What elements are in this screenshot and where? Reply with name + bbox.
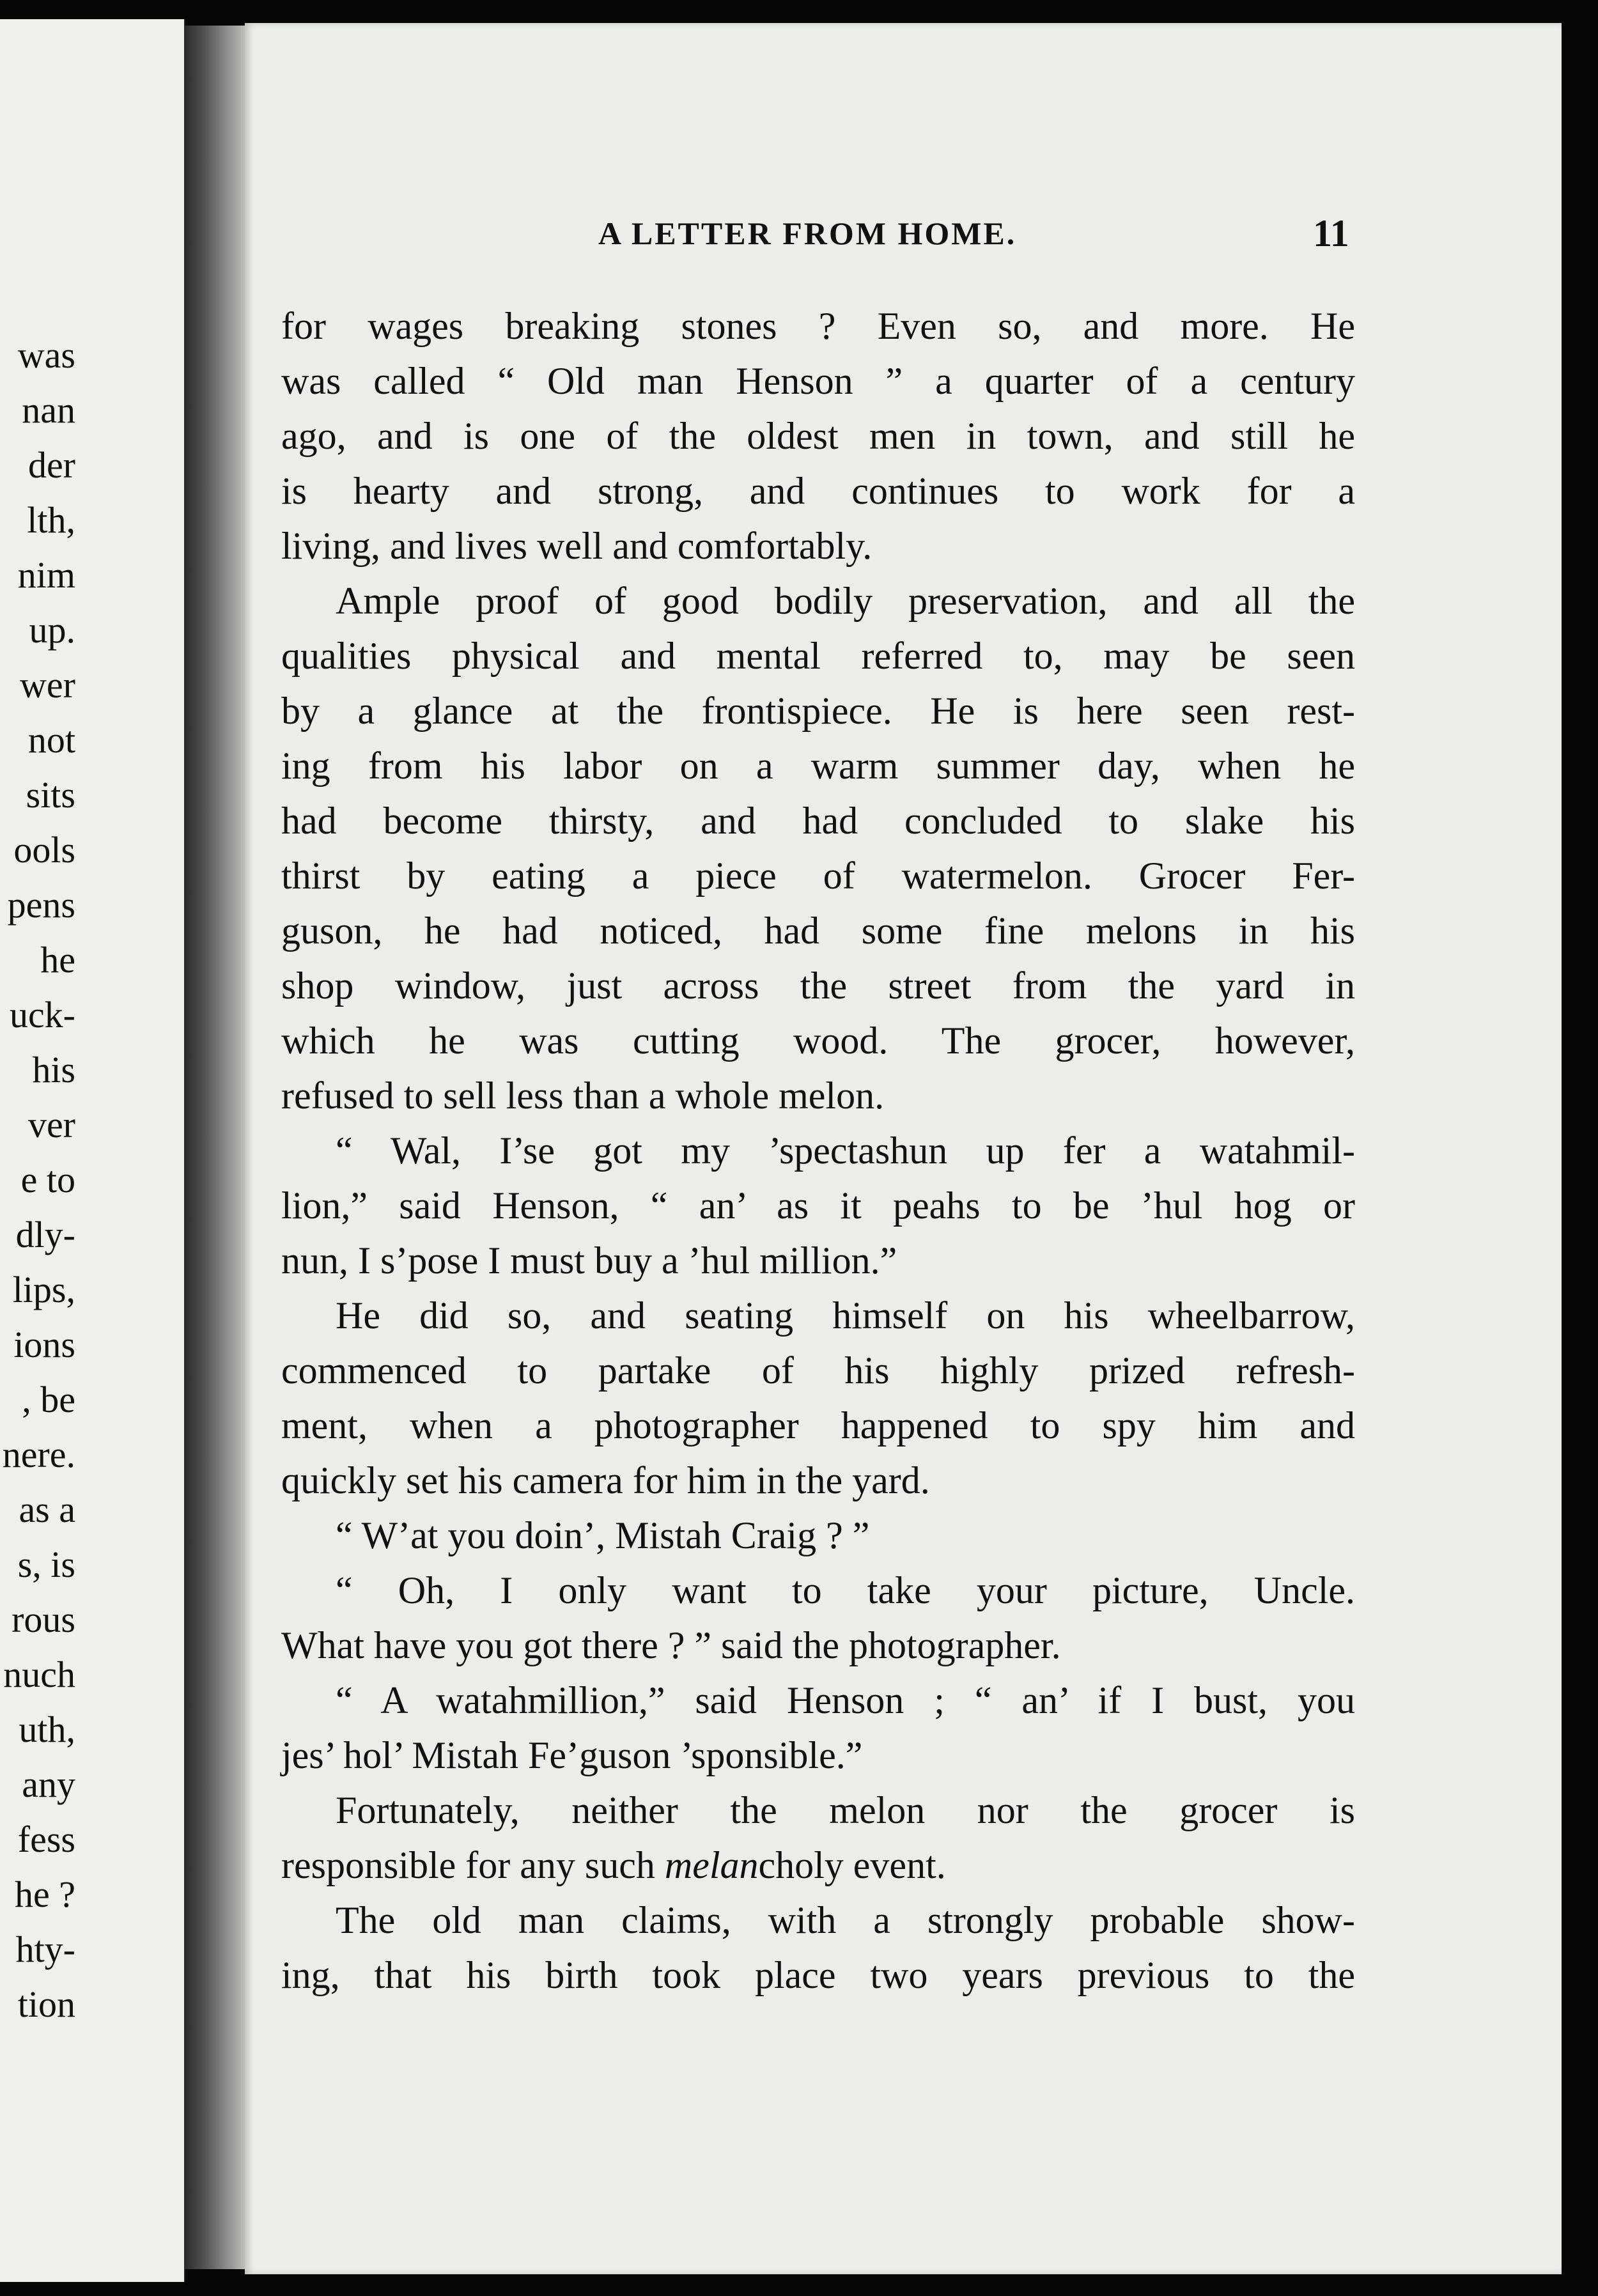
text-line: “ Wal, I’se got my ’spectashun up fer a watahmil- xyxy=(336,1129,1355,1172)
left-fragment: hty- xyxy=(15,1928,75,1970)
text-line: had become thirsty, and had concluded to slake his xyxy=(281,800,1355,842)
left-fragment: ver xyxy=(27,1104,75,1145)
text-line: for wages breaking stones ? Even so, and more. He xyxy=(281,305,1355,347)
left-fragment: lips, xyxy=(12,1269,75,1310)
text-line: ing from his labor on a warm summer day, when he xyxy=(281,745,1355,787)
text-line: shop window, just across the street from the yard in xyxy=(281,965,1355,1007)
left-fragment: his xyxy=(32,1049,75,1090)
running-header xyxy=(349,208,1372,259)
book-spine-gutter xyxy=(184,26,245,2269)
left-fragment: nere. xyxy=(2,1434,75,1475)
left-fragment: nim xyxy=(17,554,75,596)
left-fragment: sits xyxy=(26,774,75,816)
text-line: ing, that his birth took place two years previous to the xyxy=(281,1954,1355,1996)
left-fragment: up. xyxy=(29,609,75,651)
text-line: commenced to partake of his highly prized refresh- xyxy=(281,1349,1355,1392)
text-line: ago, and is one of the oldest men in town, and still he xyxy=(281,415,1355,457)
left-fragment: he ? xyxy=(15,1873,75,1915)
text-line: qualities physical and mental referred to, may be seen xyxy=(281,635,1355,677)
text-run: responsible for any such xyxy=(281,1844,665,1886)
left-fragment: dly- xyxy=(15,1214,75,1255)
left-fragment: nuch xyxy=(3,1654,75,1695)
text-line: “ Oh, I only want to take your picture, Uncle. xyxy=(336,1569,1355,1611)
text-line: quickly set his camera for him in the yard. xyxy=(281,1459,930,1501)
text-line: thirst by eating a piece of watermelon. Grocer Fer- xyxy=(281,855,1355,897)
text-line: “ W’at you doin’, Mistah Craig ? ” xyxy=(336,1514,870,1556)
left-fragment: s, is xyxy=(17,1544,75,1585)
text-line: jes’ hol’ Mistah Fe’guson ’sponsible.” xyxy=(281,1734,863,1776)
left-fragment: pens xyxy=(7,884,75,926)
text-line: guson, he had noticed, had some fine melons in his xyxy=(281,910,1355,952)
left-fragment: not xyxy=(27,719,75,761)
text-line: Ample proof of good bodily preservation, and all the xyxy=(336,580,1355,622)
left-fragment: any xyxy=(22,1764,75,1805)
text-line: What have you got there ? ” said the photographer. xyxy=(281,1624,1061,1666)
text-line: “ A watahmillion,” said Henson ; “ an’ if I bust, you xyxy=(336,1679,1355,1721)
text-line: ment, when a photographer happened to spy him and xyxy=(281,1404,1355,1447)
left-fragment: ools xyxy=(13,829,75,871)
running-title: A LETTER FROM HOME. xyxy=(598,215,1017,251)
left-fragment: e to xyxy=(20,1159,75,1200)
text-line: was called “ Old man Henson ” a quarter of a century xyxy=(281,360,1355,402)
text-line: lion,” said Henson, “ an’ as it peahs to be ’hul hog or xyxy=(281,1184,1355,1227)
left-page-edge xyxy=(0,19,185,2282)
left-fragment: was xyxy=(17,334,75,376)
left-fragment: lth, xyxy=(27,499,75,541)
left-fragment: nan xyxy=(22,389,75,431)
text-line: nun, I s’pose I must buy a ’hul million.” xyxy=(281,1239,897,1282)
left-fragment: tion xyxy=(17,1983,75,2025)
text-run: choly event. xyxy=(758,1844,946,1886)
left-fragment: fess xyxy=(17,1819,75,1860)
left-fragment: der xyxy=(27,444,75,486)
left-fragment: he xyxy=(40,939,75,981)
text-line: The old man claims, with a strongly probable show- xyxy=(336,1899,1355,1941)
text-line: by a glance at the frontispiece. He is here seen rest- xyxy=(281,690,1355,732)
left-fragment: as a xyxy=(19,1489,75,1530)
left-fragment: rous xyxy=(12,1599,75,1640)
italic-text-run: melan xyxy=(664,1844,759,1886)
text-line: He did so, and seating himself on his wheelbarrow, xyxy=(336,1294,1355,1337)
left-fragment: ions xyxy=(13,1324,75,1365)
text-line: Fortunately, neither the melon nor the grocer is xyxy=(336,1789,1355,1831)
text-line: which he was cutting wood. The grocer, however, xyxy=(281,1020,1355,1062)
page-number: 11 xyxy=(1313,212,1349,254)
text-line: living, and lives well and comfortably. xyxy=(281,525,873,567)
text-line: refused to sell less than a whole melon. xyxy=(281,1074,885,1117)
left-fragment: uth, xyxy=(19,1709,75,1750)
text-line xyxy=(281,1840,946,1891)
left-fragment: wer xyxy=(20,664,75,706)
left-fragment: , be xyxy=(22,1379,75,1420)
text-line: is hearty and strong, and continues to work for a xyxy=(281,470,1355,512)
left-fragment: uck- xyxy=(9,994,75,1036)
